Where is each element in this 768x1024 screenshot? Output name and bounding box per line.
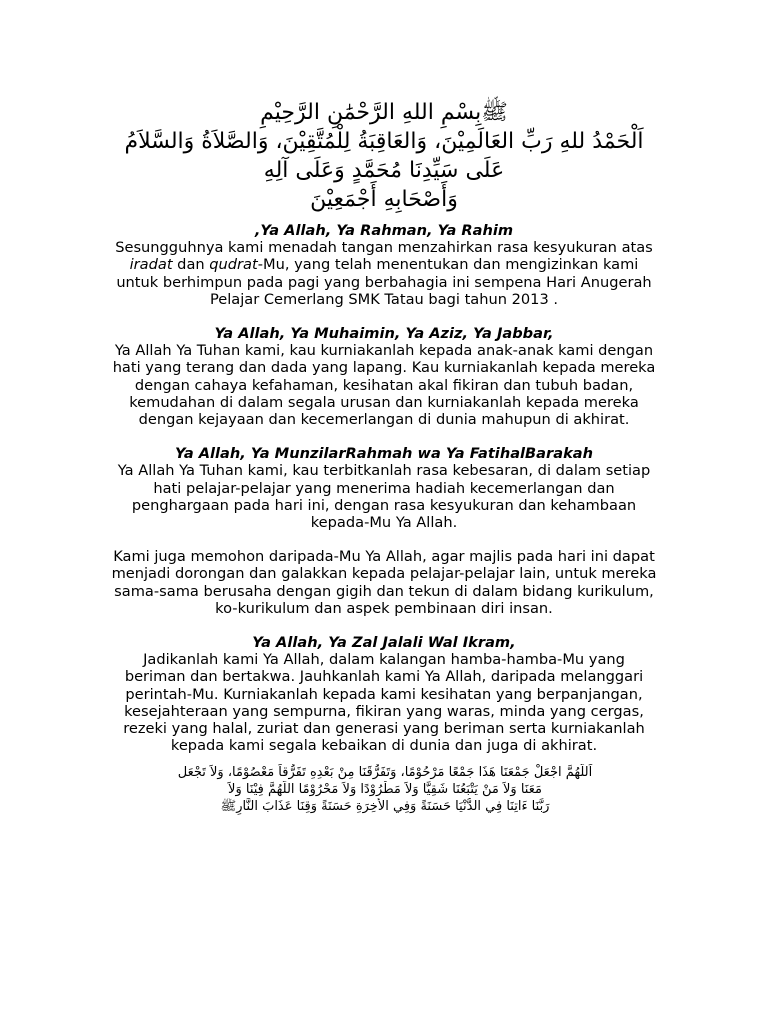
section-3-heading: Ya Allah, Ya MunzilarRahmah wa Ya FatihalBarakah (174, 445, 594, 463)
section-1-line-rest: -Mu, yang telah menentukan dan mengizinkan kami (257, 256, 639, 274)
qudrat-word: qudrat (209, 256, 258, 274)
closing-dua-line: رَبَّنَا ءَاتِنَا فِي الدُّنْيَا حَسَنَةً وَفِي الأَخِرَةِ حَسَنَةً وَقِنَا عَذَابَ النَّارِﷺ (220, 799, 550, 814)
section-1-line: Pelajar Cemerlang SMK Tatau bagi tahun 2013 . (209, 290, 559, 308)
paragraph-gap (86, 428, 682, 445)
section-5 (86, 634, 682, 754)
section-5-line: rezeki yang halal, zuriat dan generasi yang beriman serta kurniakanlah (123, 720, 645, 738)
closing-arabic-prayer (150, 764, 620, 815)
section-5-line: beriman dan bertakwa. Jauhkanlah kami Ya Allah, daripada melanggari (124, 668, 644, 686)
section-4 (86, 548, 682, 617)
section-1-line: untuk berhimpun pada pagi yang berbahagia ini sempena Hari Anugerah (116, 273, 652, 291)
ashab-line: وَأَصْحَابِهِ أَجْمَعِيْنَ (310, 187, 458, 212)
section-3-line: Ya Allah Ya Tuhan kami, kau terbitkanlah rasa kebesaran, di dalam setiap (117, 462, 651, 480)
section-2-line: dengan cahaya kefahaman, kesihatan akal fikiran dan tubuh badan, (134, 376, 634, 394)
iradat-word: iradat (129, 256, 173, 274)
section-5-line: perintah-Mu. Kurniakanlah kepada kami kesihatan yang berpanjangan, (125, 685, 643, 703)
salawat-line: عَلَى سَيِّدِنَا مُحَمَّدٍ وَعَلَى آلِهِ (263, 158, 505, 183)
section-5-heading: Ya Allah, Ya Zal Jalali Wal Ikram, (252, 634, 516, 652)
hamdalah-line: اَلْحَمْدُ للهِ رَبِّ العَالَمِيْنَ، وَالعَاقِبَةُ لِلْمُتَّقِيْنَ، وَالصَّلاَةُ وَالسَّلاَمُ (124, 129, 644, 154)
section-2-heading: Ya Allah, Ya Muhaimin, Ya Aziz, Ya Jabbar, (214, 325, 554, 343)
section-3-line: kepada-Mu Ya Allah. (310, 514, 458, 532)
opening-arabic-prayer (90, 98, 678, 214)
paragraph-gap (86, 531, 682, 548)
section-1-line (86, 256, 682, 273)
section-4-line: sama-sama berusaha dengan gigih dan tekun di dalam bidang kurikulum, (114, 582, 654, 600)
section-5-line: kesejahteraan yang sempurna, fikiran yang waras, minda yang cergas, (124, 702, 644, 720)
paragraph-gap (86, 617, 682, 634)
section-5-line: Jadikanlah kami Ya Allah, dalam kalangan hamba-hamba-Mu yang (143, 651, 625, 669)
paragraph-gap (86, 308, 682, 325)
prayer-body (86, 222, 682, 754)
section-1 (86, 222, 682, 308)
section-5-line: kepada kami segala kebaikan di dunia dan juga di akhirat. (170, 737, 598, 755)
section-4-line: ko-kurikulum dan aspek pembinaan diri insan. (215, 599, 553, 617)
section-1-line: Sesungguhnya kami menadah tangan menzahirkan rasa kesyukuran atas (115, 239, 653, 257)
section-3 (86, 445, 682, 531)
section-3-line: penghargaan pada hari ini, dengan rasa kesyukuran dan kehambaan (131, 496, 637, 514)
section-2-line: kemudahan di dalam segala urusan dan kurniakanlah kepada mereka (129, 393, 639, 411)
section-2 (86, 325, 682, 428)
basmalah-line: ﷺبِسْمِ اللهِ الرَّحْمَٰنِ الرَّحِيْمِ (260, 100, 508, 125)
section-4-line: menjadi dorongan dan galakkan kepada pelajar-pelajar lain, untuk mereka (111, 565, 657, 583)
section-2-line: hati yang terang dan dada yang lapang. Kau kurniakanlah kepada mereka (112, 359, 656, 377)
section-4-line: Kami juga memohon daripada-Mu Ya Allah, agar majlis pada hari ini dapat (113, 548, 655, 566)
section-1-heading: ,Ya Allah, Ya Rahman, Ya Rahim (254, 222, 514, 239)
section-2-line: dengan kejayaan dan kecemerlangan di dunia mahupun di akhirat. (138, 411, 630, 429)
section-3-line: hati pelajar-pelajar yang menerima hadiah kecemerlangan dan (153, 479, 615, 497)
closing-dua-line: مَعَنَا وَلاَ مَنْ يَتْبَعُنَا شَقِيًّا وَلاَ مَطْرُوْدًا وَلاَ مَحْرُوْمًا اللَّهُمَّ فِيْنَا وَلاَ (228, 782, 542, 797)
closing-dua-line: اَللَّهُمَّ اجْعَلْ جَمْعَنَا هَذَا جَمْعًا مَرْحُوْمًا، وَتَفَرُّقَنَا مِنْ بَعْدِهِ تَفَرُّقاً مَعْصُوْمًا، وَلاَ تَجْعَل (177, 765, 593, 780)
section-2-line: Ya Allah Ya Tuhan kami, kau kurniakanlah kepada anak-anak kami dengan (114, 342, 654, 360)
and-word: dan (172, 256, 210, 274)
